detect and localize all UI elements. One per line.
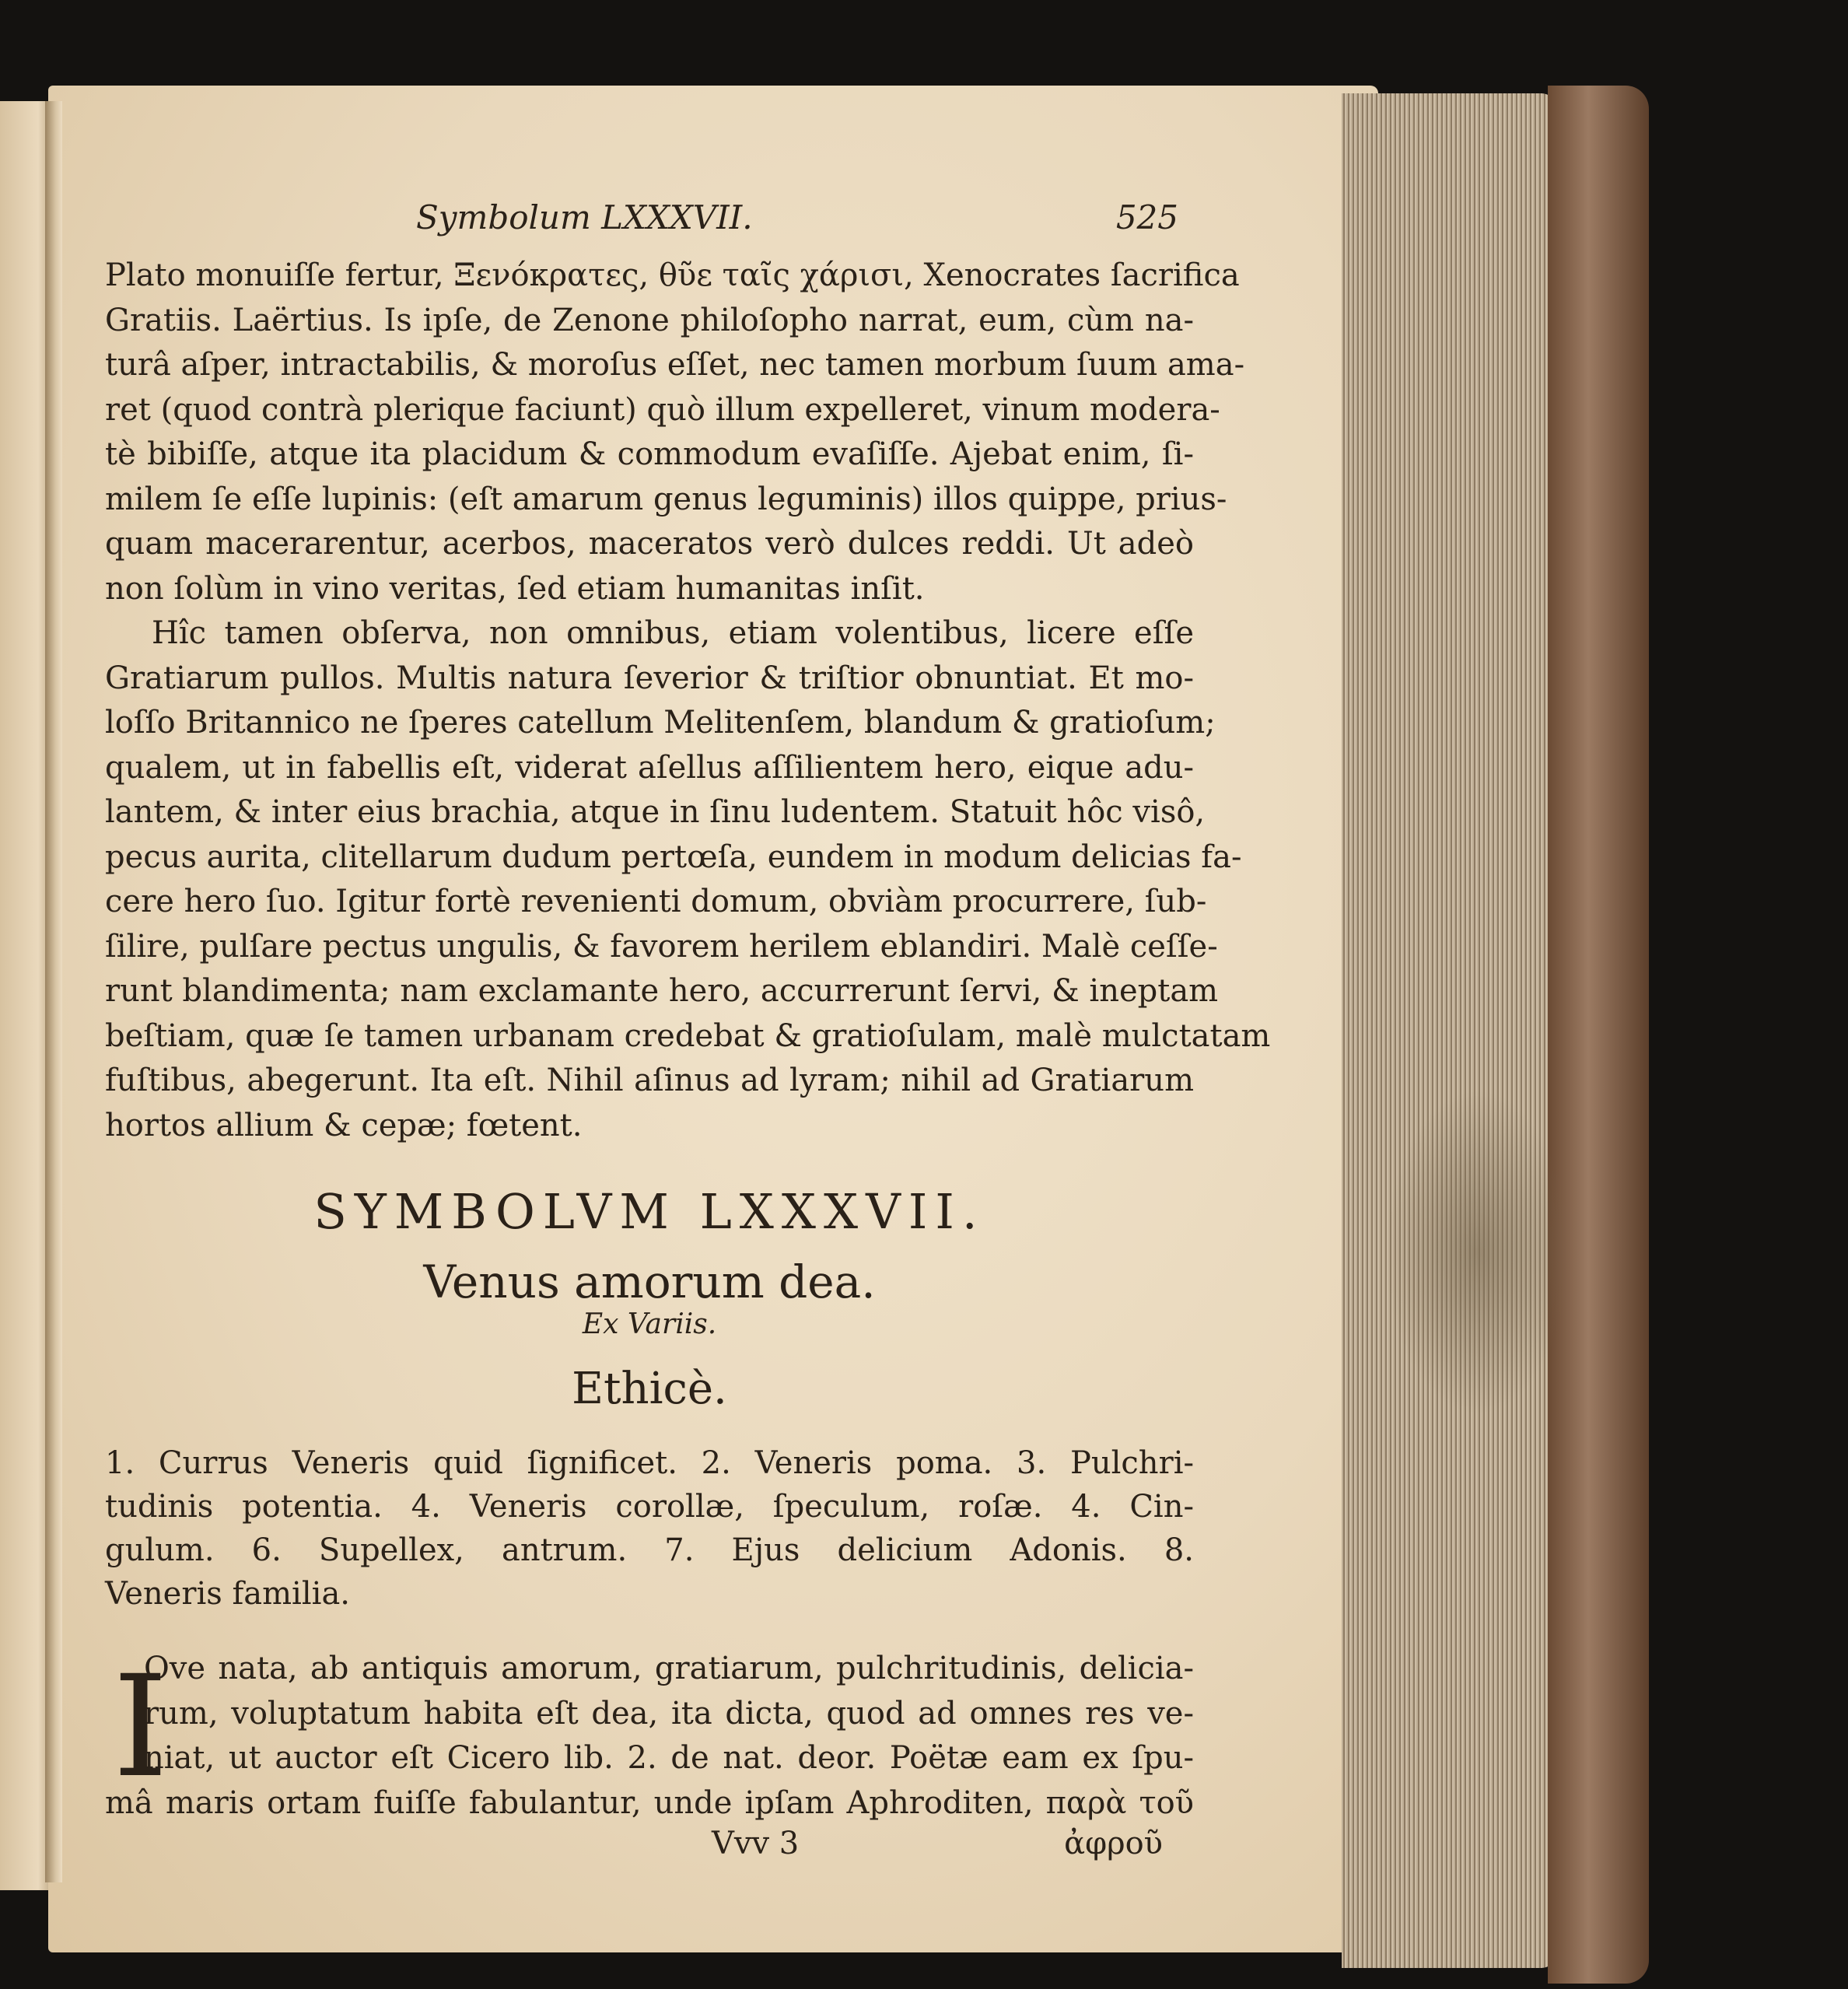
text-line: ret (quod contrà plerique faciunt) quò illum expelleret, vinum modera-: [105, 391, 1220, 428]
text-line: Plato monuiſſe fertur, Ξενόκρατες, θῦε ταῖς χάρισι, Xenocrates ſacrifica: [105, 257, 1240, 293]
text-line: ſilire, pulſare pectus ungulis, & favorem herilem eblandiri. Malè ceſſe-: [105, 928, 1218, 965]
summary-line: 1. Currus Veneris quid ſignificet. 2. Veneris poma. 3. Pulchri-: [105, 1445, 1194, 1481]
section-heading: Ethicè.: [572, 1364, 727, 1414]
text-line: beſtiam, quæ ſe tamen urbanam credebat & gratioſulam, malè mulctatam: [105, 1017, 1271, 1054]
book-gutter: [45, 101, 62, 1882]
drop-cap: I: [113, 1646, 169, 1809]
summary-line: Veneris familia.: [105, 1576, 350, 1612]
page-block-edge: [1342, 93, 1556, 1968]
symbol-heading: SYMBOLVM LXXXVII.: [313, 1183, 985, 1240]
paragraph-3: [105, 1647, 1194, 1826]
text-line: loſſo Britannico ne ſperes catellum Melitenſem, blandum & gratioſum;: [105, 705, 1216, 741]
water-stain: [1384, 1089, 1571, 1416]
source-note: Ex Variis.: [582, 1308, 717, 1340]
text-line: qualem, ut in fabellis eſt, viderat aſellus aſſilientem hero, eique adu-: [105, 749, 1194, 786]
summary-line: tudinis potentia. 4. Veneris corollæ, ſpeculum, roſæ. 4. Cin-: [105, 1489, 1194, 1525]
chapter-subtitle: Venus amorum dea.: [423, 1255, 876, 1308]
text-line: non ſolùm in vino veritas, ſed etiam humanitas inſit.: [105, 570, 925, 607]
text-line: cere hero ſuo. Igitur fortè revenienti domum, obviàm procurrere, ſub-: [105, 884, 1207, 919]
running-title: Symbolum LXXXVII.: [416, 198, 753, 236]
text-line: lantem, & inter eius brachia, atque in ſinu ludentem. Statuit hôc visô,: [105, 794, 1206, 830]
text-line: turâ aſper, intractabilis, & moroſus eſſet, nec tamen morbum ſuum ama-: [105, 347, 1245, 383]
text-line: niat, ut auctor eſt Cicero lib. 2. de nat. deor. Poëtæ eam ex ſpu-: [144, 1740, 1194, 1776]
text-line: Ove nata, ab antiquis amorum, gratiarum, pulchritudinis, delicia-: [144, 1651, 1194, 1686]
text-line: Hîc tamen obſerva, non omnibus, etiam volentibus, licere eſſe: [152, 615, 1194, 651]
text-line: quam macerarentur, acerbos, maceratos verò dulces reddi. Ut adeò: [105, 526, 1194, 562]
page-text: [105, 198, 1271, 1861]
text-line: milem ſe eſſe lupinis: (eſt amarum genus leguminis) illos quippe, prius-: [105, 481, 1227, 517]
page-footer: [105, 1826, 1194, 1861]
catchword: ἀφροῦ: [1064, 1826, 1163, 1861]
text-line: hortos allium & cepæ; fœtent.: [105, 1107, 583, 1143]
signature-mark: Vvv 3: [712, 1826, 800, 1861]
running-header: [105, 198, 1194, 236]
text-line: Gratiarum pullos. Multis natura ſeverior & triſtior obnuntiat. Et mo-: [105, 660, 1194, 696]
text-line: tè bibiſſe, atque ita placidum & commodum evaſiſſe. Ajebat enim, ſi-: [105, 436, 1194, 472]
paragraph-2: [105, 611, 1271, 1148]
page-number: 525: [1115, 198, 1178, 236]
summary-line: gulum. 6. Supellex, antrum. 7. Ejus delicium Adonis. 8.: [105, 1532, 1194, 1568]
paragraph-1: [105, 254, 1245, 611]
text-line: pecus aurita, clitellarum dudum pertœſa, eundem in modum delicias fa-: [105, 839, 1242, 875]
text-line: runt blandimenta; nam exclamante hero, accurrerunt ſervi, & ineptam: [105, 973, 1219, 1009]
chapter-summary: [105, 1441, 1194, 1616]
text-line: Gratiis. Laërtius. Is ipſe, de Zenone philoſopho narrat, eum, cùm na-: [105, 302, 1194, 338]
text-line: mâ maris ortam fuiſſe fabulantur, unde ipſam Aphroditen, παρὰ τοῦ: [105, 1784, 1194, 1821]
text-line: fuſtibus, abegerunt. Ita eſt. Nihil aſinus ad lyram; nihil ad Gratiarum: [105, 1063, 1194, 1098]
book-cover-edge: [1548, 86, 1649, 1984]
text-line: rum, voluptatum habita eſt dea, ita dicta, quod ad omnes res ve-: [144, 1695, 1194, 1732]
